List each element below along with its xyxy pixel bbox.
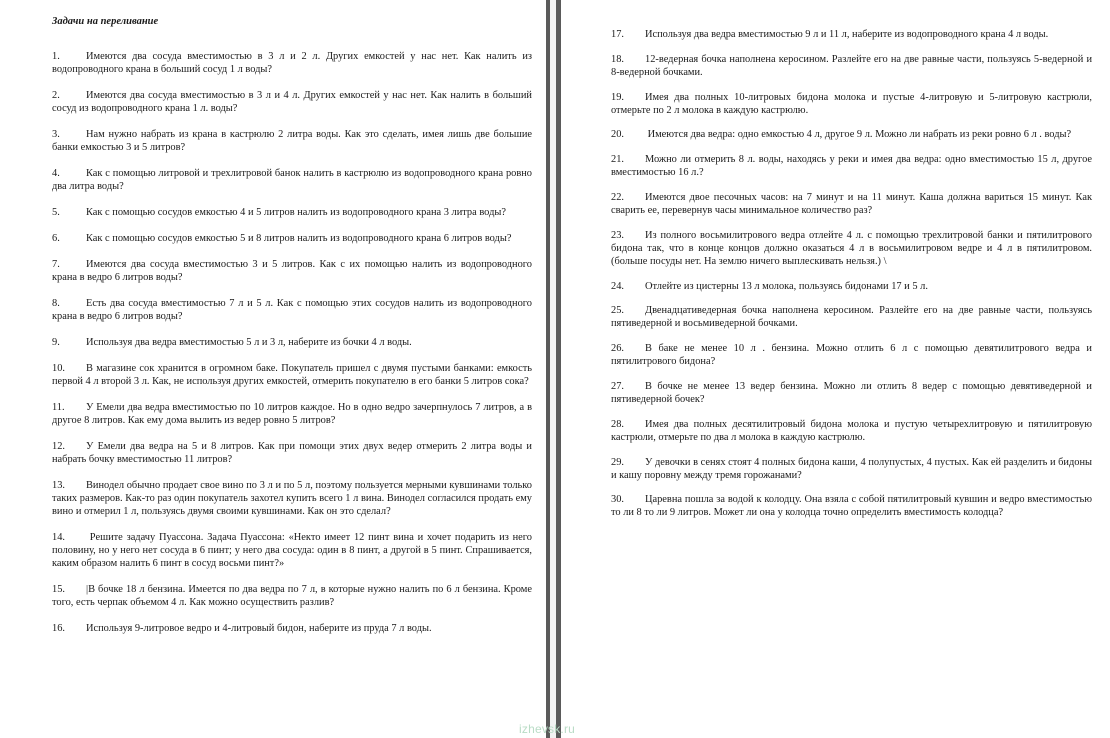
task-number: 14. <box>52 532 65 543</box>
task-number: 8. <box>52 298 60 309</box>
task-item <box>52 232 532 245</box>
task-text: Отлейте из цистерны 13 л молока, пользуясь бидонами 17 и 5 л. <box>645 280 928 292</box>
task-number: 29. <box>611 456 624 468</box>
task-number: 28. <box>611 418 624 430</box>
task-number: 24. <box>611 280 624 292</box>
task-text: Можно ли отмерить 8 л. воды, находясь у реки и имея два ведра: одно вместимостью 15 л, другое вместимостью 16 л.? <box>611 154 1092 179</box>
task-item <box>611 153 1092 179</box>
task-item <box>611 304 1092 330</box>
task-text: У Емели два ведра на 5 и 8 литров. Как при помощи этих двух ведер отмерить 2 литра воды и набрать бочку вместимостью 11 литров? <box>52 441 532 465</box>
task-number: 17. <box>611 29 624 40</box>
task-item <box>52 362 532 388</box>
task-number: 12. <box>52 441 65 452</box>
task-text: Имеются два сосуда вместимостью в 3 л и 2 л. Других емкостей у нас нет. Как налить из водопроводного крана в больший сосуд 1 л воды? <box>52 51 532 75</box>
task-number: 7. <box>52 259 60 270</box>
task-text: Решите задачу Пуассона. Задача Пуассона: «Некто имеет 12 пинт вина и хочет подарить из него половину, но у него нет сосуда в 6 пинт; у него два сосуда: один в 8 пинт, а другой в 5 пинт. Спрашивается, каким образом налить 6 пинт в сосуд восьми пинт?» <box>52 532 532 569</box>
task-number: 26. <box>611 343 624 355</box>
task-list-left <box>52 50 532 635</box>
task-item <box>52 479 532 518</box>
task-number: 10. <box>52 363 65 374</box>
task-text: В баке не менее 10 л . бензина. Можно отлить 6 л с помощью девятилитрового ведра и пятилитрового бидона? <box>611 343 1092 368</box>
task-number: 6. <box>52 233 60 244</box>
task-text: Как с помощью сосудов емкостью 5 и 8 литров налить из водопроводного крана 6 литров воды? <box>86 233 512 244</box>
task-item <box>52 50 532 76</box>
task-number: 9. <box>52 337 60 348</box>
task-text: |В бочке 18 л бензина. Имеется по два ведра по 7 л, в которые нужно налить по 6 л бензина. Кроме того, есть черпак объемом 4 л. Как можно осуществить разлив? <box>52 584 532 608</box>
task-text: Используя два ведра вместимостью 9 л и 11 л, наберите из водопроводного крана 4 л воды. <box>645 29 1049 40</box>
task-text: В бочке не менее 13 ведер бензина. Можно ли отлить 8 ведер с помощью девятиведерной и пятиведерной бочек? <box>611 380 1092 405</box>
task-number: 18. <box>611 53 624 65</box>
task-item <box>52 401 532 427</box>
task-number: 16. <box>52 623 65 634</box>
task-number: 13. <box>52 480 65 491</box>
task-text: Есть два сосуда вместимостью 7 л и 5 л. Как с помощью этих сосудов налить из водопроводного крана в ведро 6 литров воды? <box>52 298 532 322</box>
task-text: Как с помощью сосудов емкостью 4 и 5 литров налить из водопроводного крана 3 литра воды? <box>86 207 506 218</box>
task-item <box>52 583 532 609</box>
task-text: Используя два ведра вместимостью 5 л и 3 л, наберите из бочки 4 л воды. <box>86 337 412 348</box>
task-text: Нам нужно набрать из крана в кастрюлю 2 литра воды. Как это сделать, имея лишь две большие банки емкостью 3 и 5 литров? <box>52 129 532 153</box>
task-text: Винодел обычно продает свое вино по 3 л и по 5 л, поэтому пользуется мерными кувшинами только таких размеров. Как-то раз один покупатель захотел купить всего 1 л вина. Винодел согласился продать ему вино и отмерил 1 л, пользуясь двумя своими кувшинами. Как он это сделал? <box>52 480 532 517</box>
watermark: izhevsk.ru <box>519 722 576 736</box>
task-text: У Емели два ведра вместимостью по 10 литров каждое. Но в одно ведро зачерпнулось 7 литров, а в другое 8 литров. Как ему дома вылить из ведер ровно 5 литров? <box>52 402 532 426</box>
task-item <box>52 128 532 154</box>
document-title: Задачи на переливание <box>52 16 159 27</box>
task-text: Как с помощью литровой и трехлитровой банок налить в кастрюлю из водопроводного крана ровно два литра воды? <box>52 168 532 192</box>
task-list-right <box>611 28 1092 519</box>
task-item <box>611 280 1092 293</box>
task-item <box>611 229 1092 268</box>
task-number: 3. <box>52 129 60 140</box>
task-number: 23. <box>611 229 624 241</box>
task-item <box>611 380 1092 406</box>
task-number: 19. <box>611 91 624 103</box>
task-number: 15. <box>52 584 65 595</box>
task-item <box>611 418 1092 444</box>
task-number: 21. <box>611 154 624 166</box>
task-text: Имеются два сосуда вместимостью в 3 л и 4 л. Других емкостей у нас нет. Как налить в больший сосуд из водопроводного крана 1 л. воды? <box>52 90 532 114</box>
task-item <box>611 53 1092 79</box>
task-number: 11. <box>52 402 65 413</box>
task-item <box>611 28 1092 41</box>
task-item <box>52 440 532 466</box>
task-item <box>52 89 532 115</box>
task-text: Имеются два сосуда вместимостью 3 и 5 литров. Как с их помощью налить из водопроводного крана в ведро 6 литров воды? <box>52 259 532 283</box>
task-number: 20. <box>611 129 624 141</box>
task-item <box>611 493 1092 519</box>
document-page-right <box>561 0 1110 738</box>
task-item <box>52 258 532 284</box>
task-text: Имеются двое песочных часов: на 7 минут и на 11 минут. Каша должна вариться 15 минут. Как сварить ее, перевернув часы минимальное количество раз? <box>611 191 1092 216</box>
task-item <box>52 297 532 323</box>
task-number: 25. <box>611 305 624 317</box>
task-item <box>611 91 1092 117</box>
task-item <box>52 336 532 349</box>
task-item <box>52 167 532 193</box>
task-text: Двенадцативедерная бочка наполнена керосином. Разлейте его на две равные части, пользуясь пятиведерной и восьмиведерной бочками. <box>611 305 1092 330</box>
task-text: 12-ведерная бочка наполнена керосином. Разлейте его на две равные части, пользуясь 5-ведерной и 8-ведерной бочками. <box>611 53 1092 78</box>
task-number: 27. <box>611 380 624 392</box>
task-text: Имеются два ведра: одно емкостью 4 л, другое 9 л. Можно ли набрать из реки ровно 6 л . воды? <box>645 129 1072 141</box>
task-number: 22. <box>611 191 624 203</box>
task-item <box>611 342 1092 368</box>
document-page-left <box>0 0 546 738</box>
task-number: 4. <box>52 168 60 179</box>
task-number: 5. <box>52 207 60 218</box>
task-text: В магазине сок хранится в огромном баке. Покупатель пришел с двумя пустыми банками: емкость первой 4 л второй 3 л. Как, не используя других емкостей, отмерить покупателю в его банки 5 литров сока? <box>52 363 532 387</box>
task-number: 2. <box>52 90 60 101</box>
task-text: Из полного восьмилитрового ведра отлейте 4 л. с помощью трехлитровой банки и пятилитрового бидона так, что в конце концов должно оказаться 4 л в восьмилитровом ведре и 4 л в пятилитровом. (больше посуды нет. На землю ничего выплескивать нельзя.) \ <box>611 229 1092 267</box>
task-item <box>611 456 1092 482</box>
task-text: У девочки в сенях стоят 4 полных бидона каши, 4 полупустых, 4 пустых. Как ей разделить и бидоны и кашу поровну между тремя горожанами? <box>611 456 1092 481</box>
task-item <box>52 531 532 570</box>
task-item <box>611 191 1092 217</box>
task-number: 30. <box>611 494 624 506</box>
task-text: Используя 9-литровое ведро и 4-литровый бидон, наберите из пруда 7 л воды. <box>86 623 432 634</box>
task-item <box>611 128 1092 141</box>
task-text: Имея два полных 10-литровых бидона молока и пустые 4-литровую и 5-литровую кастрюли, отмерьте по 2 л молока в каждую кастрюлю. <box>611 91 1092 116</box>
task-item <box>52 622 532 635</box>
task-number: 1. <box>52 51 60 62</box>
task-text: Царевна пошла за водой к колодцу. Она взяла с собой пятилитровый кувшин и ведро вместимостью то ли 8 то ли 9 литров. Может ли она у колодца точно определить вместимость колодца? <box>611 494 1092 519</box>
task-text: Имея два полных десятилитровый бидона молока и пустую четырехлитровую и пятилитровую кастрюли, отмерьте по два л молока в каждую кастрюлю. <box>611 418 1092 443</box>
task-item <box>52 206 532 219</box>
